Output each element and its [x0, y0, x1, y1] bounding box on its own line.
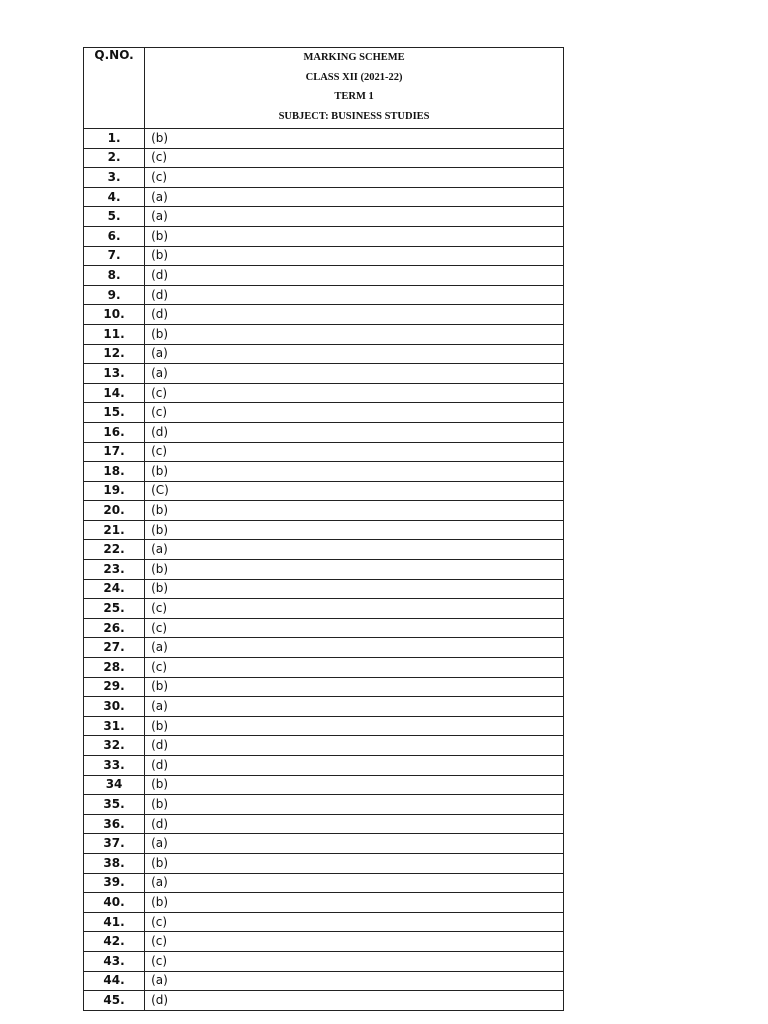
title-line: SUBJECT: BUSINESS STUDIES [278, 110, 430, 122]
table-header-row [84, 48, 564, 129]
answer-option: (d) [145, 285, 564, 305]
question-number: 21. [84, 520, 145, 540]
answer-option: (d) [145, 756, 564, 776]
table-row [84, 442, 564, 462]
answer-option: (c) [145, 148, 564, 168]
question-number: 17. [84, 442, 145, 462]
answer-option: (a) [145, 344, 564, 364]
answer-option: (a) [145, 540, 564, 560]
question-number: 38. [84, 853, 145, 873]
table-row [84, 795, 564, 815]
table-row [84, 148, 564, 168]
question-number: 5. [84, 207, 145, 227]
answer-option: (c) [145, 168, 564, 188]
question-number: 12. [84, 344, 145, 364]
table-row [84, 893, 564, 913]
answer-option: (b) [145, 501, 564, 521]
question-number: 33. [84, 756, 145, 776]
table-row [84, 814, 564, 834]
answer-option: (c) [145, 618, 564, 638]
table-row [84, 834, 564, 854]
question-number: 4. [84, 187, 145, 207]
table-row [84, 658, 564, 678]
question-number: 26. [84, 618, 145, 638]
question-number: 32. [84, 736, 145, 756]
table-row [84, 697, 564, 717]
question-number: 29. [84, 677, 145, 697]
question-number: 18. [84, 462, 145, 482]
answer-option: (c) [145, 442, 564, 462]
question-number: 6. [84, 226, 145, 246]
table-row [84, 462, 564, 482]
question-number: 15. [84, 403, 145, 423]
question-number: 41. [84, 912, 145, 932]
answer-option: (b) [145, 129, 564, 149]
question-number: 31. [84, 716, 145, 736]
answer-option: (a) [145, 834, 564, 854]
question-number: 7. [84, 246, 145, 266]
answer-option: (c) [145, 951, 564, 971]
table-row [84, 266, 564, 286]
table-row [84, 403, 564, 423]
question-number: 11. [84, 324, 145, 344]
table-row [84, 187, 564, 207]
table-row [84, 168, 564, 188]
table-row [84, 383, 564, 403]
table-row [84, 129, 564, 149]
answer-option: (a) [145, 187, 564, 207]
table-row [84, 422, 564, 442]
table-row [84, 344, 564, 364]
table-row [84, 579, 564, 599]
answer-option: (c) [145, 932, 564, 952]
question-number: 28. [84, 658, 145, 678]
answer-option: (c) [145, 599, 564, 619]
question-number: 25. [84, 599, 145, 619]
question-number: 2. [84, 148, 145, 168]
table-row [84, 501, 564, 521]
table-row [84, 951, 564, 971]
table-row [84, 246, 564, 266]
question-number: 8. [84, 266, 145, 286]
question-number: 16. [84, 422, 145, 442]
table-row [84, 638, 564, 658]
question-number: 9. [84, 285, 145, 305]
question-number: 23. [84, 560, 145, 580]
question-number: 36. [84, 814, 145, 834]
answer-option: (d) [145, 736, 564, 756]
answer-option: (d) [145, 814, 564, 834]
answer-option: (a) [145, 697, 564, 717]
question-number: 34 [84, 775, 145, 795]
answer-option: (b) [145, 462, 564, 482]
answer-option: (d) [145, 422, 564, 442]
table-row [84, 226, 564, 246]
answer-option: (b) [145, 716, 564, 736]
question-number: 22. [84, 540, 145, 560]
answer-option: (c) [145, 912, 564, 932]
answer-option: (c) [145, 383, 564, 403]
qno-header: Q.NO. [84, 48, 145, 129]
question-number: 35. [84, 795, 145, 815]
table-row [84, 775, 564, 795]
question-number: 39. [84, 873, 145, 893]
answer-option: (b) [145, 677, 564, 697]
marking-scheme-table [83, 47, 564, 1011]
table-row [84, 324, 564, 344]
table-row [84, 991, 564, 1011]
answer-rows [84, 129, 564, 1011]
table-row [84, 207, 564, 227]
table-row [84, 599, 564, 619]
table-row [84, 873, 564, 893]
answer-option: (b) [145, 853, 564, 873]
table-row [84, 912, 564, 932]
question-number: 37. [84, 834, 145, 854]
table-row [84, 677, 564, 697]
table-row [84, 560, 564, 580]
answer-option: (b) [145, 795, 564, 815]
answer-option: (b) [145, 560, 564, 580]
answer-option: (d) [145, 266, 564, 286]
question-number: 44. [84, 971, 145, 991]
table-row [84, 481, 564, 501]
answer-option: (b) [145, 775, 564, 795]
answer-option: (b) [145, 246, 564, 266]
table-row [84, 285, 564, 305]
table-row [84, 853, 564, 873]
table-row [84, 520, 564, 540]
answer-option: (C) [145, 481, 564, 501]
answer-option: (d) [145, 305, 564, 325]
question-number: 24. [84, 579, 145, 599]
table-row [84, 756, 564, 776]
question-number: 10. [84, 305, 145, 325]
table-row [84, 618, 564, 638]
question-number: 42. [84, 932, 145, 952]
answer-option: (b) [145, 226, 564, 246]
answer-option: (a) [145, 873, 564, 893]
answer-option: (b) [145, 324, 564, 344]
question-number: 1. [84, 129, 145, 149]
title-line: TERM 1 [334, 91, 374, 102]
table-row [84, 736, 564, 756]
question-number: 13. [84, 364, 145, 384]
title-line: MARKING SCHEME [303, 52, 405, 63]
question-number: 30. [84, 697, 145, 717]
question-number: 20. [84, 501, 145, 521]
question-number: 14. [84, 383, 145, 403]
question-number: 3. [84, 168, 145, 188]
table-row [84, 305, 564, 325]
answer-option: (b) [145, 520, 564, 540]
title-line: CLASS XII (2021-22) [305, 71, 403, 83]
answer-option: (a) [145, 971, 564, 991]
question-number: 45. [84, 991, 145, 1011]
table-row [84, 716, 564, 736]
answer-option: (c) [145, 403, 564, 423]
question-number: 19. [84, 481, 145, 501]
document-title-block [145, 48, 564, 129]
table-row [84, 971, 564, 991]
table-row [84, 364, 564, 384]
answer-option: (a) [145, 364, 564, 384]
question-number: 40. [84, 893, 145, 913]
question-number: 27. [84, 638, 145, 658]
table-row [84, 932, 564, 952]
answer-option: (c) [145, 658, 564, 678]
answer-option: (b) [145, 893, 564, 913]
answer-option: (a) [145, 207, 564, 227]
answer-option: (a) [145, 638, 564, 658]
answer-option: (d) [145, 991, 564, 1011]
table-row [84, 540, 564, 560]
answer-option: (b) [145, 579, 564, 599]
question-number: 43. [84, 951, 145, 971]
